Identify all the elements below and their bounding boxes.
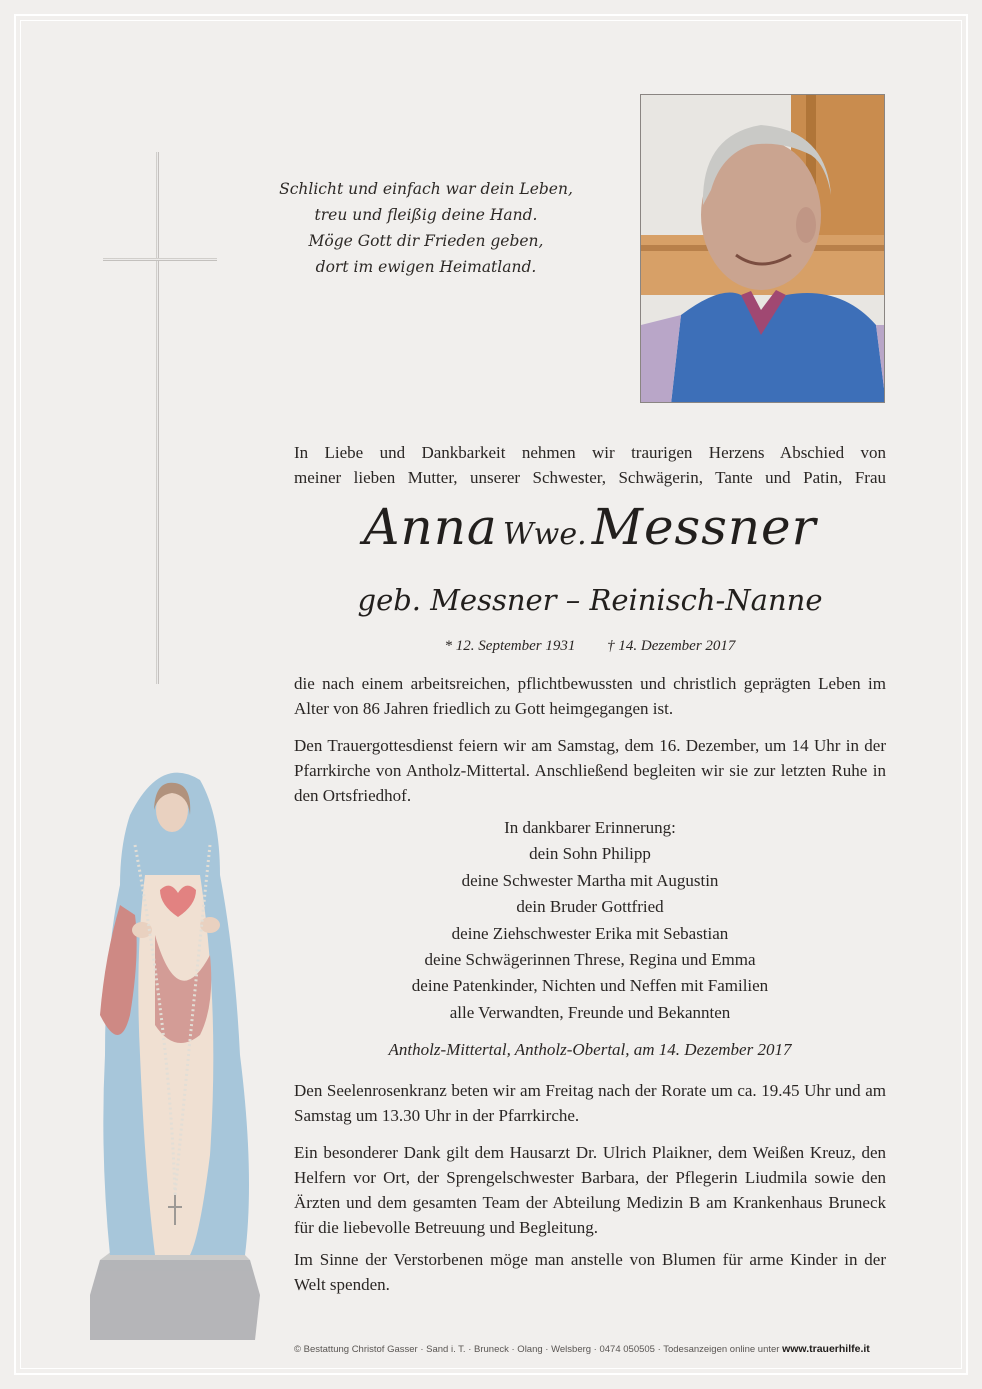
mourner-line: deine Patenkinder, Nichten und Neffen mit Familien [411,976,769,996]
intro-text [294,440,886,490]
poem-line: dort im ewigen Heimatland. [315,258,537,276]
poem-line: treu und fleißig deine Hand. [314,206,538,224]
last-name: Messner [591,498,817,556]
life-paragraph: die nach einem arbeitsreichen, pflichtbewussten und christlich geprägten Leben im Alter von 86 Jahren friedlich zu Gott heimgegangen ist. [294,674,886,718]
portrait-photo [640,94,885,403]
mourner-line: deine Schwester Martha mit Augustin [461,870,719,890]
service-paragraph: Den Trauergottesdienst feiern wir am Samstag, dem 16. Dezember, um 14 Uhr in der Pfarrkirche von Antholz-Mittertal. Anschließend begleiten wir sie zur letzten Ruhe in den Ortsfriedhof. [294,736,886,805]
poem [256,176,596,280]
rosary-paragraph: Den Seelenrosenkranz beten wir am Freitag nach der Rorate um ca. 19.45 Uhr und am Samstag um 13.30 Uhr in der Pfarrkirche. [294,1081,886,1125]
life-dates [294,638,886,655]
birth-name: geb. Messner – Reinisch-Nanne [357,583,823,617]
mourner-line: alle Verwandten, Freunde und Bekannten [449,1002,731,1022]
donation-paragraph: Im Sinne der Verstorbenen möge man anstelle von Blumen für arme Kinder in der Welt spenden. [294,1250,886,1294]
birth-date: * 12. September 1931 [444,638,576,654]
mourner-line: In dankbarer Erinnerung: [504,818,676,837]
poem-line: Möge Gott dir Frieden geben, [308,232,544,250]
place-and-date: Antholz-Mittertal, Antholz-Obertal, am 14. Dezember 2017 [388,1040,792,1059]
mourner-line: deine Ziehschwester Erika mit Sebastian [451,923,729,943]
intro-line: In Liebe und Dankbarkeit nehmen wir traurigen Herzens Abschied von [294,443,886,462]
first-name: Anna [363,498,498,556]
death-date: † 14. Dezember 2017 [607,638,736,654]
cross-vertical-bar [156,152,159,684]
mourner-line: dein Bruder Gottfried [516,897,664,917]
mourners-list [294,815,886,1026]
footer-url-link[interactable]: www.trauerhilfe.it [782,1343,870,1355]
madonna-statue-image [60,755,275,1345]
cross-horizontal-bar [103,258,217,261]
footer-text: © Bestattung Christof Gasser · Sand i. T. · Bruneck · Olang · Welsberg · 0474 050505 · Todesanzeigen online unter [294,1344,780,1355]
poem-line: Schlicht und einfach war dein Leben, [279,180,573,198]
mourner-line: deine Schwägerinnen Threse, Regina und Emma [424,950,756,970]
intro-line: meiner lieben Mutter, unserer Schwester, Schwägerin, Tante und Patin, Frau [294,468,886,487]
thanks-paragraph: Ein besonderer Dank gilt dem Hausarzt Dr. Ulrich Plaikner, dem Weißen Kreuz, den Helfern vor Ort, der Sprengelschwester Barbara, der Pflegerin Liudmila sowie den Ärzten und dem gesamten Team der Abteilung Medizin B am Krankenhaus Bruneck für die liebevolle Betreuung und Begleitung. [294,1143,886,1237]
deceased-name [294,498,886,556]
footer-credit [294,1343,954,1355]
mourner-line: dein Sohn Philipp [529,844,651,864]
widow-title: Wwe. [502,517,587,552]
